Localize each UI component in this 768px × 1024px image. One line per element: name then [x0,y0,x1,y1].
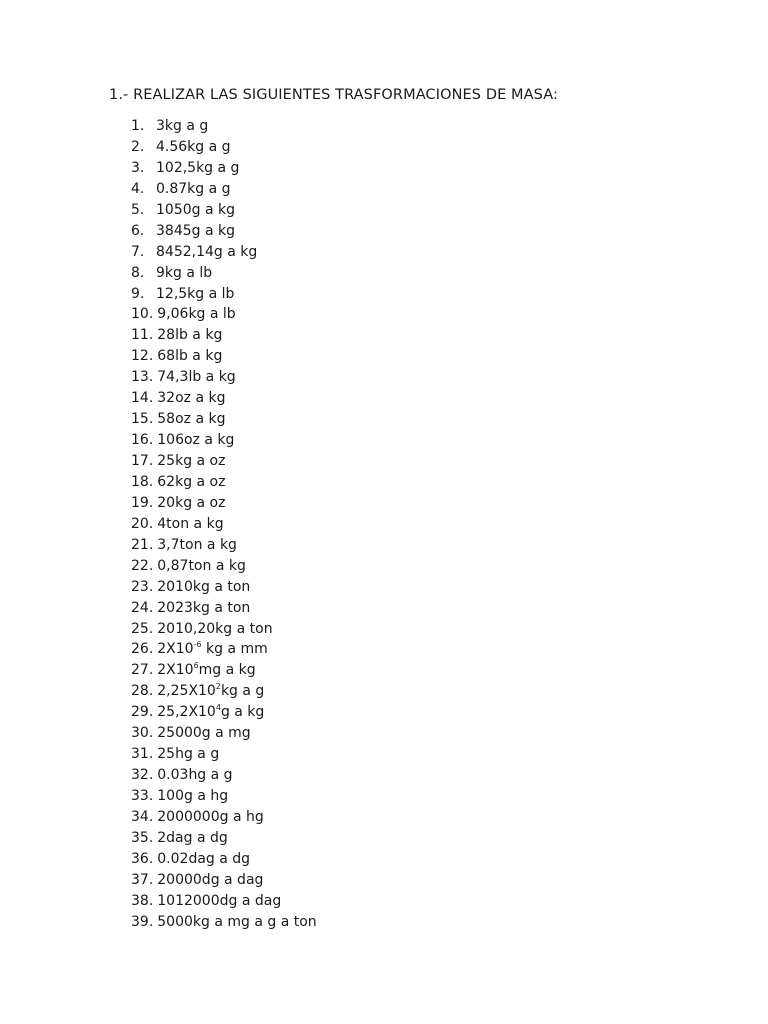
item-number: 16. [131,432,154,449]
item-text: 74,3lb a kg [157,369,236,386]
list-item [131,472,317,493]
item-number: 3. [131,159,145,176]
item-text: 58oz a kg [157,411,226,428]
item-text-unit: kg a g [220,683,265,700]
item-number: 31. [131,746,154,763]
item-number: 25. [131,620,154,637]
item-text: 20kg a oz [157,494,226,511]
item-number: 38. [131,892,154,909]
list-item [131,514,317,535]
item-text-unit: g a kg [220,704,265,721]
item-number: 12. [131,348,154,365]
item-text: 3845g a kg [156,222,235,239]
item-text [157,702,264,723]
item-text: 12,5kg a lb [156,285,235,302]
item-exponent: 6 [193,661,199,671]
item-text: 9kg a lb [156,264,213,281]
item-number: 10. [131,306,154,323]
item-text: 2010kg a ton [157,578,251,595]
item-text-base: 25,2X10 [157,704,216,721]
item-text: 0.87kg a g [156,180,231,197]
item-text: 2000000g a hg [157,808,264,825]
item-number: 34. [131,808,154,825]
list-item [131,723,317,744]
item-text: 62kg a oz [157,473,226,490]
list-item [131,430,317,451]
item-number: 19. [131,494,154,511]
list-item [131,765,317,786]
item-number: 28. [131,683,154,700]
item-number: 27. [131,662,154,679]
list-item [131,367,317,388]
item-number: 26. [131,641,154,658]
list-item [131,116,317,137]
item-text: 20000dg a dag [157,871,264,888]
list-item [131,221,317,242]
item-text: 3,7ton a kg [157,536,237,553]
item-text-base: 2,25X10 [157,683,216,700]
item-text-unit: mg a kg [198,662,256,679]
item-text: 100g a hg [157,788,229,804]
item-number: 5. [131,201,145,218]
item-text: 25kg a oz [157,453,226,469]
list-item [131,577,317,598]
list-item [131,409,317,430]
item-text: 4ton a kg [157,515,224,532]
item-number: 7. [131,243,145,260]
item-exponent: 2 [215,682,221,692]
item-number: 29. [131,704,154,721]
list-item [131,179,317,200]
item-text: 2010,20kg a ton [157,620,273,637]
list-item [131,870,317,891]
item-text [157,639,268,660]
item-text [157,660,255,681]
list-item [131,639,317,660]
list-item [131,598,317,619]
list-item [131,284,317,305]
item-number: 20. [131,515,154,532]
item-number: 15. [131,411,154,428]
list-item [131,912,317,933]
list-item [131,346,317,367]
exercise-heading: 1.- REALIZAR LAS SIGUIENTES TRASFORMACIONES DE MASA: [109,87,559,103]
list-item [131,242,317,263]
item-text: 9,06kg a lb [157,306,236,323]
list-item [131,702,317,723]
item-text: 25000g a mg [157,725,251,742]
item-number: 22. [131,557,154,574]
item-exponent: 4 [215,703,221,713]
list-item [131,681,317,702]
item-text: 32oz a kg [157,390,226,407]
item-text-base: 2X10 [157,662,194,679]
item-exponent: -6 [193,640,202,650]
list-item [131,891,317,912]
list-item [131,535,317,556]
item-number: 4. [131,180,145,197]
item-number: 30. [131,725,154,742]
item-text: 0,87ton a kg [157,557,246,574]
item-text: 0.03hg a g [157,767,233,784]
item-text: 68lb a kg [157,348,223,365]
list-item [131,849,317,870]
item-text [157,681,264,702]
item-number: 1. [131,118,145,134]
list-item [131,451,317,472]
item-text: 1012000dg a dag [157,892,282,909]
list-item [131,158,317,179]
item-number: 18. [131,473,154,490]
list-item [131,619,317,640]
item-text: 1050g a kg [156,201,235,218]
list-item [131,304,317,325]
list-item [131,388,317,409]
item-number: 39. [131,913,154,930]
item-number: 9. [131,285,145,302]
exercise-list [131,116,317,933]
item-number: 21. [131,536,154,553]
item-text: 25hg a g [157,746,220,763]
item-number: 2. [131,138,145,155]
item-text: 0.02dag a dg [157,850,251,867]
list-item [131,744,317,765]
list-item [131,200,317,221]
item-number: 36. [131,850,154,867]
item-number: 24. [131,599,154,616]
item-number: 14. [131,390,154,407]
list-item [131,828,317,849]
item-text-unit: kg a mm [201,641,268,658]
list-item [131,137,317,158]
item-text: 2dag a dg [157,829,228,846]
item-number: 13. [131,369,154,386]
item-number: 17. [131,453,154,469]
item-text: 2023kg a ton [157,599,251,616]
item-number: 23. [131,578,154,595]
item-text: 5000kg a mg a g a ton [157,913,317,930]
item-text: 28lb a kg [157,327,223,344]
list-item [131,786,317,807]
list-item [131,556,317,577]
item-number: 32. [131,767,154,784]
item-number: 33. [131,788,154,804]
item-number: 8. [131,264,145,281]
list-item [131,263,317,284]
list-item [131,493,317,514]
list-item [131,325,317,346]
item-text: 102,5kg a g [156,159,240,176]
item-number: 6. [131,222,145,239]
item-text: 4.56kg a g [156,138,231,155]
item-number: 35. [131,829,154,846]
item-number: 11. [131,327,154,344]
list-item [131,660,317,681]
item-number: 37. [131,871,154,888]
item-text-base: 2X10 [157,641,194,658]
item-text: 8452,14g a kg [156,243,258,260]
item-text: 106oz a kg [157,432,235,449]
list-item [131,807,317,828]
item-text: 3kg a g [156,118,209,134]
